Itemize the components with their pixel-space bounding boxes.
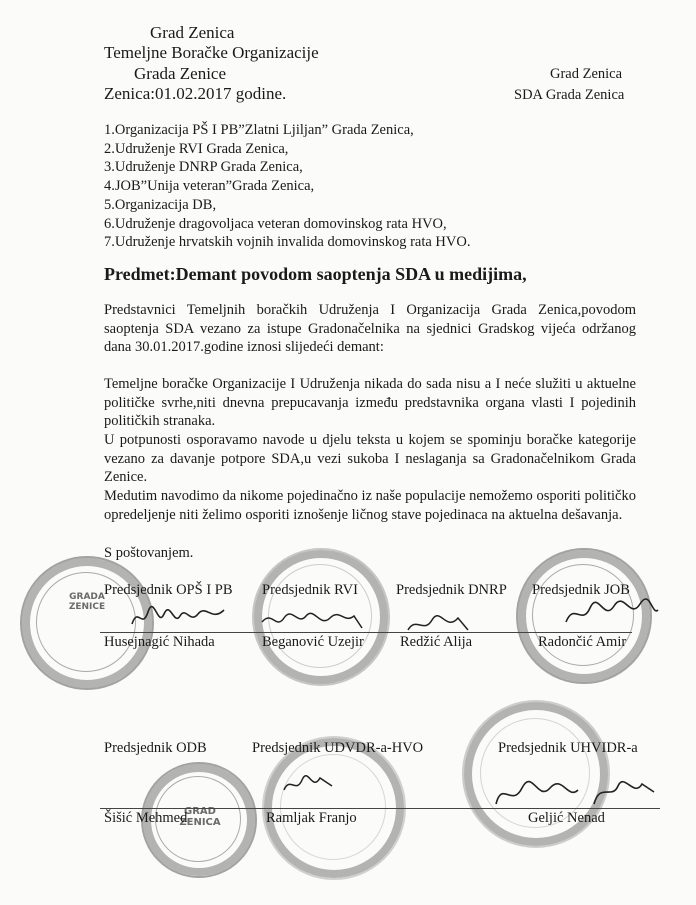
paragraph-statement: Temeljne boračke Organizacije I Udruženja nikada do sada nisu a I neće služiti u aktuelne političke svrhe,niti dnevna prepucavanja između predstavnika organa vlasti I pojedinih političkih stranaka. [104,376,636,430]
handwritten-signature [258,606,368,634]
recipient-party: SDA Grada Zenica [514,87,625,103]
list-item: 4.JOB”Unija veteran”Grada Zenica, [104,178,315,195]
signatory-title-job: Predsjednik JOB [532,582,630,598]
signatory-title-dnrp: Predsjednik DNRP [396,582,507,598]
list-item: 1.Organizacija PŠ I PB”Zlatni Ljiljan” Grada Zenica, [104,122,414,138]
signatory-name-job: Radončić Amir [538,634,627,650]
list-item: 3.Udruženje DNRP Grada Zenica, [104,159,303,176]
paragraph-intro: Predstavnici Temeljnih boračkih Udruženja I Organizacija Grada Zenica,povodom saoptenja SDA vezano za istupe Gradonačelnika na sjednici Gradskog vijeća održanog dana 30.01.2017.godine iznosi slijedeći demant: [104,302,636,356]
recipients-list [104,121,470,252]
subject-line: Predmet:Demant povodom saoptenja SDA u medijima, [104,264,527,284]
signatory-name-udvdr: Ramljak Franjo [266,810,357,826]
header-organization-city: Grada Zenice [134,64,227,83]
signatory-title-udvdr: Predsjednik UDVDR-a-HVO [252,740,424,756]
signatory-name-dnrp: Redžić Alija [400,634,473,650]
header-city: Grad Zenica [150,23,235,42]
handwritten-signature [128,602,228,632]
paragraph-note: Medutim navodimo da nikome pojedinačno iz naše populacije nemožemo osporiti političko opredeljenje niti želimo osporiti iznošenje ličnog stave pojedinaca na aktuelna dešavanja. [104,488,636,523]
handwritten-signature [280,770,340,800]
paragraph-dispute: U potpunosti osporavamo navode u djelu teksta u kojem se spominju boračke kategorije vezano za davanje potpore SDA,u vezi sukoba I neslaganja sa Gradonačelnikom Grada Zenice. [104,432,636,486]
stamp-text: GRAD ZENICA [179,806,221,828]
list-item: 7.Udruženje hrvatskih vojnih invalida domovinskog rata HVO. [104,234,471,251]
handwritten-signature [490,774,660,812]
signatory-name-odb: Šišić Mehmed [104,810,188,826]
signatory-name-ops: Husejnagić Nihada [104,634,215,650]
list-item: 2.Udruženje RVI Grada Zenica, [104,140,289,157]
signatory-title-ops: Predsjednik OPŠ I PB [104,582,233,598]
signatory-name-uhvidr: Geljić Nenad [528,810,605,826]
stamp-text: GRADA ZENICE [68,592,106,612]
signatory-name-rvi: Beganović Uzejir [262,634,364,650]
recipient-city: Grad Zenica [550,66,623,82]
signatory-title-odb: Predsjednik ODB [104,740,207,756]
list-item: 6.Udruženje dragovoljaca veteran domovinskog rata HVO, [104,215,447,232]
list-item: 5.Organizacija DB, [104,196,217,213]
handwritten-signature [404,612,474,636]
closing: S poštovanjem. [104,545,194,561]
handwritten-signature [560,596,660,630]
header-organization: Temeljne Boračke Organizacije [104,43,319,62]
signatory-title-uhvidr: Predsjednik UHVIDR-a [498,740,638,756]
signatory-title-rvi: Predsjednik RVI [262,582,358,598]
header-date: Zenica:01.02.2017 godine. [104,84,287,103]
